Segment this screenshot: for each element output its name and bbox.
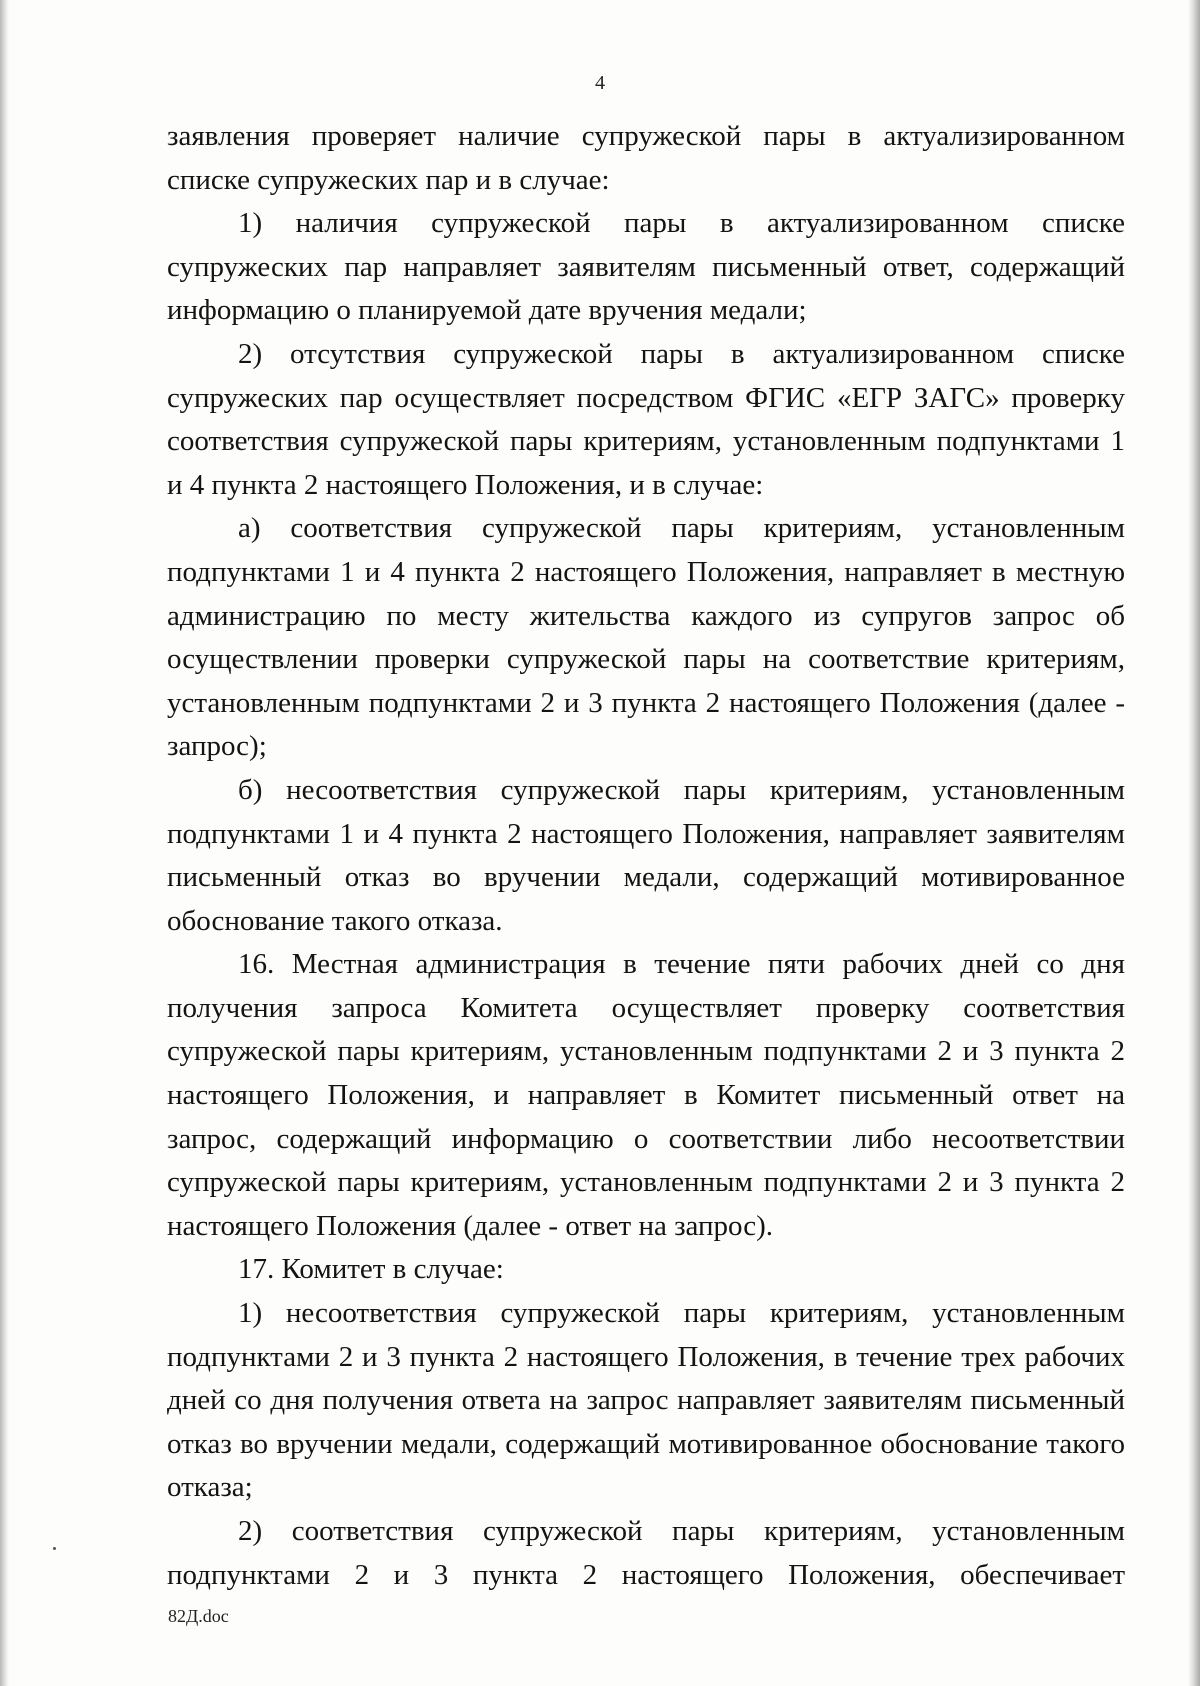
scan-edge-right	[1188, 0, 1200, 1686]
paragraph-4: б) несоответствия супружеской пары критериям, установленным подпунктами 1 и 4 пункта 2 настоящего Положения, направляет заявителям письменный отказ во вручении медали, содержащий мотивированное обоснование такого отказа.	[167, 773, 1125, 937]
paragraph-6: 17. Комитет в случае:	[238, 1253, 504, 1286]
file-name-footer: 82Д.doc	[168, 1606, 229, 1626]
scan-edge-left	[0, 0, 9, 1686]
paragraph-2: 2) отсутствия супружеской пары в актуализированном списке супружеских пар осуществляет посредством ФГИС «ЕГР ЗАГС» проверку соответствия супружеской пары критериям, установленным подпунктами 1 и 4 пункта 2 настоящего Положения, и в случае:	[167, 337, 1125, 501]
scan-speck	[53, 1547, 56, 1550]
paragraph-5: 16. Местная администрация в течение пяти рабочих дней со дня получения запроса Комитета осуществляет проверку соответствия супружеской пары критериям, установленным подпунктами 2 и 3 пункта 2 настоящего Положения, и направляет в Комитет письменный ответ на запрос, содержащий информацию о соответствии либо несоответствии супружеской пары критериям, установленным подпунктами 2 и 3 пункта 2 настоящего Положения (далее - ответ на запрос).	[167, 948, 1125, 1242]
paragraph-3: а) соответствия супружеской пары критериям, установленным подпунктами 1 и 4 пункта 2 настоящего Положения, направляет в местную администрацию по месту жительства каждого из супругов запрос об осуществлении проверки супружеской пары на соответствие критериям, установленным подпунктами 2 и 3 пункта 2 настоящего Положения (далее - запрос);	[167, 512, 1125, 763]
paragraph-8: 2) соответствия супружеской пары критериям, установленным подпунктами 2 и 3 пункта 2 настоящего Положения, обеспечивает	[167, 1515, 1125, 1591]
page-number: 4	[595, 72, 605, 94]
paragraph-0: заявления проверяет наличие супружеской пары в актуализированном списке супружеских пар и в случае:	[167, 120, 1125, 196]
paragraph-7: 1) несоответствия супружеской пары критериям, установленным подпунктами 2 и 3 пункта 2 настоящего Положения, в течение трех рабочих дней со дня получения ответа на запрос направляет заявителям письменный отказ во вручении медали, содержащий мотивированное обоснование такого отказа;	[167, 1297, 1125, 1504]
paragraph-1: 1) наличия супружеской пары в актуализированном списке супружеских пар направляет заявителям письменный ответ, содержащий информацию о планируемой дате вручения медали;	[167, 207, 1125, 327]
document-body	[167, 115, 1125, 1597]
